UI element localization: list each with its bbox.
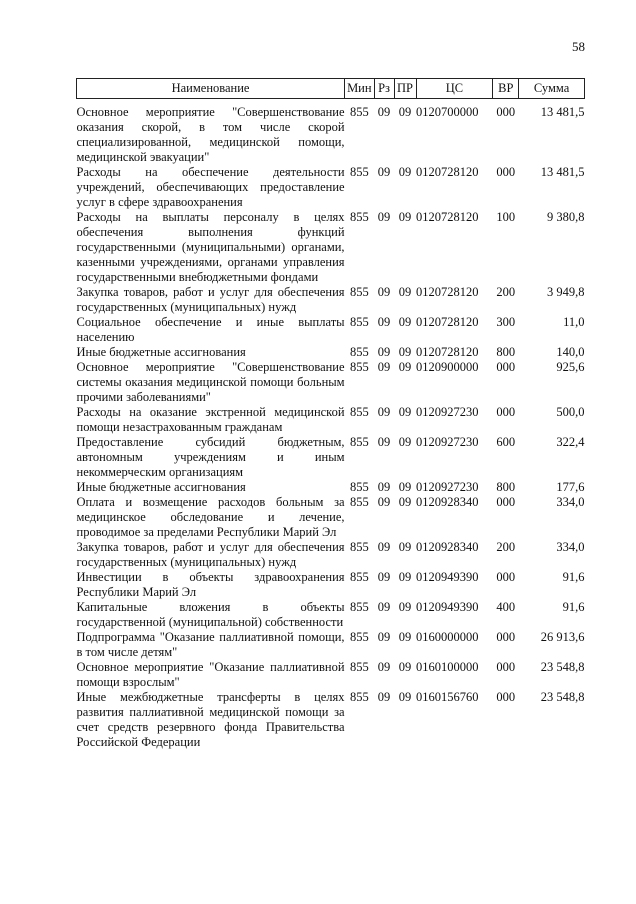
row-name: Инвестиции в объекты здравоохранения Республики Марий Эл	[76, 570, 345, 599]
row-vr: 000	[496, 570, 516, 584]
row-rz: 09	[377, 480, 391, 494]
row-sum: 23 548,8	[540, 690, 585, 704]
row-sum: 500,0	[556, 405, 585, 419]
row-cs: 0120927230	[416, 480, 479, 494]
row-pr: 09	[398, 600, 412, 614]
row-sum: 9 380,8	[547, 210, 585, 224]
table-row	[77, 570, 585, 600]
row-pr: 09	[398, 345, 412, 359]
row-min: 855	[349, 480, 369, 494]
row-min: 855	[349, 105, 369, 119]
row-pr: 09	[398, 210, 412, 224]
row-sum: 334,0	[556, 540, 585, 554]
row-rz: 09	[377, 600, 391, 614]
row-sum: 925,6	[556, 360, 585, 374]
budget-table	[76, 78, 585, 750]
row-vr: 600	[496, 435, 516, 449]
row-rz: 09	[377, 630, 391, 644]
table-row	[77, 285, 585, 315]
row-name: Закупка товаров, работ и услуг для обеспечения государственных (муниципальных) нужд	[76, 285, 345, 314]
row-cs: 0120728120	[416, 345, 479, 359]
row-name: Иные межбюджетные трансферты в целях развития паллиативной медицинской помощи за счет средств резервного фонда Правительства Российской Федерации	[76, 690, 345, 749]
row-pr: 09	[398, 165, 412, 179]
table-row	[77, 165, 585, 210]
row-pr: 09	[398, 405, 412, 419]
header-min: Мин	[345, 79, 375, 99]
row-rz: 09	[377, 660, 391, 674]
row-rz: 09	[377, 360, 391, 374]
row-name: Основное мероприятие "Оказание паллиативной помощи взрослым"	[76, 660, 345, 689]
table-row	[77, 345, 585, 360]
row-cs: 0120900000	[416, 360, 479, 374]
table-row	[77, 540, 585, 570]
row-min: 855	[349, 630, 369, 644]
row-vr: 200	[496, 540, 516, 554]
row-pr: 09	[398, 480, 412, 494]
row-rz: 09	[377, 405, 391, 419]
row-min: 855	[349, 360, 369, 374]
header-name: Наименование	[77, 79, 345, 99]
row-sum: 23 548,8	[540, 660, 585, 674]
row-rz: 09	[377, 690, 391, 704]
row-vr: 800	[496, 345, 516, 359]
header-cs: ЦС	[416, 79, 493, 99]
row-cs: 0160000000	[416, 630, 479, 644]
row-rz: 09	[377, 540, 391, 554]
row-min: 855	[349, 540, 369, 554]
row-rz: 09	[377, 345, 391, 359]
row-rz: 09	[377, 495, 391, 509]
row-pr: 09	[398, 660, 412, 674]
table-row	[77, 315, 585, 345]
table-row	[77, 600, 585, 630]
row-cs: 0120700000	[416, 105, 479, 119]
table-row	[77, 660, 585, 690]
row-pr: 09	[398, 105, 412, 119]
row-cs: 0160100000	[416, 660, 479, 674]
row-vr: 000	[496, 690, 516, 704]
table-row	[77, 480, 585, 495]
row-min: 855	[349, 285, 369, 299]
header-sum: Сумма	[519, 79, 585, 99]
row-vr: 000	[496, 495, 516, 509]
row-sum: 177,6	[556, 480, 585, 494]
row-name: Оплата и возмещение расходов больным за медицинское обследование и лечение, проводимое за пределами Республики Марий Эл	[76, 495, 345, 539]
table-body	[77, 99, 585, 751]
table-row	[77, 405, 585, 435]
row-vr: 200	[496, 285, 516, 299]
row-cs: 0120728120	[416, 315, 479, 329]
row-sum: 334,0	[556, 495, 585, 509]
row-cs: 0120949390	[416, 600, 479, 614]
row-cs: 0160156760	[416, 690, 479, 704]
header-pr: ПР	[394, 79, 416, 99]
row-cs: 0120728120	[416, 210, 479, 224]
row-min: 855	[349, 600, 369, 614]
row-name: Предоставление субсидий бюджетным, автономным учреждениям и иным некоммерческим организациям	[76, 435, 345, 479]
row-vr: 000	[496, 405, 516, 419]
row-sum: 13 481,5	[540, 105, 585, 119]
row-min: 855	[349, 165, 369, 179]
row-sum: 140,0	[556, 345, 585, 359]
row-sum: 11,0	[563, 315, 585, 329]
table-header-row	[77, 79, 585, 99]
row-rz: 09	[377, 210, 391, 224]
row-sum: 3 949,8	[547, 285, 585, 299]
row-rz: 09	[377, 435, 391, 449]
row-min: 855	[349, 435, 369, 449]
row-min: 855	[349, 570, 369, 584]
row-min: 855	[349, 345, 369, 359]
row-pr: 09	[398, 570, 412, 584]
row-min: 855	[349, 405, 369, 419]
row-pr: 09	[398, 315, 412, 329]
row-rz: 09	[377, 105, 391, 119]
row-cs: 0120728120	[416, 165, 479, 179]
row-rz: 09	[377, 570, 391, 584]
row-name: Капитальные вложения в объекты государственной (муниципальной) собственности	[76, 600, 345, 629]
row-pr: 09	[398, 435, 412, 449]
row-min: 855	[349, 210, 369, 224]
row-vr: 000	[496, 165, 516, 179]
row-sum: 26 913,6	[540, 630, 585, 644]
row-pr: 09	[398, 285, 412, 299]
table-row	[77, 495, 585, 540]
row-pr: 09	[398, 690, 412, 704]
row-name: Расходы на выплаты персоналу в целях обеспечения выполнения функций государственными (муниципальными) органами, казенными учреждениями, органами управления государственными внебюджетными фондами	[76, 210, 345, 284]
row-name: Иные бюджетные ассигнования	[76, 480, 246, 494]
row-vr: 000	[496, 660, 516, 674]
row-min: 855	[349, 495, 369, 509]
row-vr: 000	[496, 105, 516, 119]
row-sum: 91,6	[562, 570, 585, 584]
row-min: 855	[349, 690, 369, 704]
row-pr: 09	[398, 540, 412, 554]
header-vr: ВР	[493, 79, 519, 99]
row-cs: 0120949390	[416, 570, 479, 584]
row-name: Закупка товаров, работ и услуг для обеспечения государственных (муниципальных) нужд	[76, 540, 345, 569]
row-name: Подпрограмма "Оказание паллиативной помощи, в том числе детям"	[76, 630, 345, 659]
row-cs: 0120928340	[416, 495, 479, 509]
row-name: Иные бюджетные ассигнования	[76, 345, 246, 359]
table-row	[77, 210, 585, 285]
row-sum: 91,6	[562, 600, 585, 614]
row-pr: 09	[398, 360, 412, 374]
row-pr: 09	[398, 495, 412, 509]
row-vr: 000	[496, 360, 516, 374]
row-min: 855	[349, 660, 369, 674]
row-rz: 09	[377, 165, 391, 179]
row-cs: 0120927230	[416, 435, 479, 449]
row-sum: 13 481,5	[540, 165, 585, 179]
row-pr: 09	[398, 630, 412, 644]
row-vr: 400	[496, 600, 516, 614]
row-rz: 09	[377, 285, 391, 299]
row-name: Расходы на оказание экстренной медицинской помощи незастрахованным гражданам	[76, 405, 345, 434]
row-vr: 800	[496, 480, 516, 494]
row-name: Основное мероприятие "Совершенствование системы оказания медицинской помощи больным прочими заболеваниями"	[76, 360, 345, 404]
row-name: Социальное обеспечение и иные выплаты населению	[76, 315, 345, 344]
table-row	[77, 105, 585, 165]
row-cs: 0120728120	[416, 285, 479, 299]
row-vr: 100	[496, 210, 516, 224]
row-vr: 300	[496, 315, 516, 329]
table-row	[77, 435, 585, 480]
row-cs: 0120927230	[416, 405, 479, 419]
table-row	[77, 360, 585, 405]
row-min: 855	[349, 315, 369, 329]
row-name: Расходы на обеспечение деятельности учреждений, обеспечивающих предоставление услуг в сфере здравоохранения	[76, 165, 345, 209]
table-row	[77, 630, 585, 660]
header-rz: Рз	[374, 79, 394, 99]
page-number: 58	[572, 39, 585, 54]
table-row	[77, 690, 585, 750]
row-vr: 000	[496, 630, 516, 644]
row-sum: 322,4	[556, 435, 585, 449]
row-cs: 0120928340	[416, 540, 479, 554]
row-name: Основное мероприятие "Совершенствование оказания скорой, в том числе скорой специализированной, медицинской помощи, медицинской эвакуации"	[76, 105, 345, 164]
row-rz: 09	[377, 315, 391, 329]
